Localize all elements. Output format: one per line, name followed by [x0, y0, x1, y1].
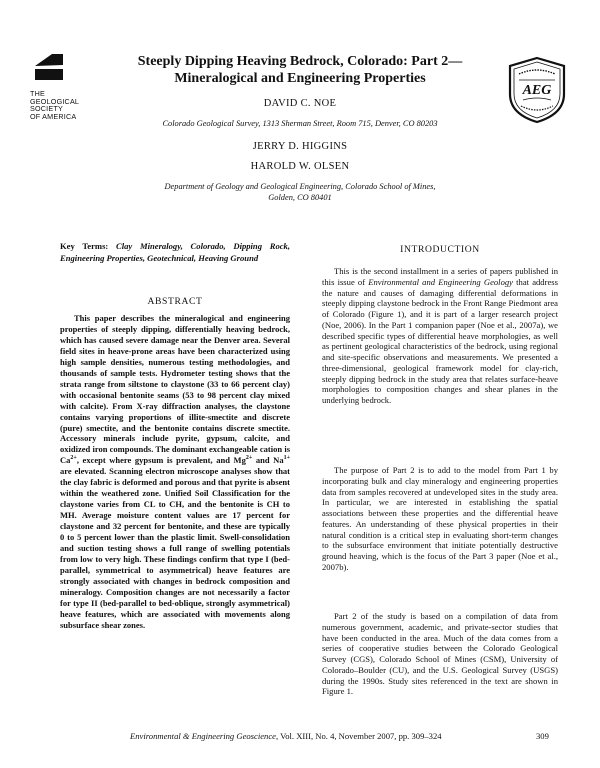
abstract-heading: ABSTRACT	[147, 296, 203, 307]
aeg-seal-logo	[507, 56, 567, 124]
superscript: 2+	[245, 455, 253, 462]
gsa-line: SOCIETY	[30, 104, 63, 114]
abstract-text	[60, 313, 290, 631]
title-line-1: Steeply Dipping Heaving Bedrock, Colorado: Part 2—	[137, 54, 463, 69]
aeg-seal-text: AEG	[522, 83, 552, 98]
title-line-2: Mineralogical and Engineering Properties	[174, 71, 426, 86]
page-number: 309	[536, 731, 549, 741]
gsa-wordmark	[30, 90, 80, 120]
key-terms	[60, 241, 290, 264]
superscript: 1+	[283, 455, 290, 462]
paragraph-text: This is the second installment in a series of papers published in this issue of	[322, 266, 558, 287]
abstract-text-part: , except where gypsum is prevalent, and Mg	[76, 455, 246, 466]
gsa-line: GEOLOGICAL	[30, 96, 80, 106]
abstract-text-part: and Na	[252, 455, 284, 466]
abstract-text-part: are elevated. Scanning electron microscope analyses show that the clay fabric is deformed and porous and that pyrite is absent within the weathered zone. Unified Soil Classification for the claystone varies from CL to CH, and the bentonite is CH to MH. Average moisture content values are 17 percent for claystone and 32 percent for bentonite, and these are typically 0 to 5 percent lower than the plastic limit. Swell-consolidation and suction testing shows a full range of swelling potentials from low to very high. These findings confirm that type I (bed-parallel, symmetrical to asymmetrical) heave features are strongly associated with changes in bedrock composition and mineralogy. Composition changes are not necessarily a factor for type II (bed-parallel to bed-oblique, strongly asymmetrical) heave features, which are associated with movements along subsurface shear zones.	[60, 466, 290, 630]
introduction-paragraph: The purpose of Part 2 is to add to the model from Part 1 by incorporating bulk and clay mineralogy and engineering properties data from samples recovered at undeveloped sites in the study area. In particular, we are interested in establishing the spatial associations between these properties and the differential heave features. An understanding of these physical properties in their natural condition is a critical step in evaluating short-term changes to the subsurface environment that initiate potentially destructive ground heaving, which is the focus of the Part 3 paper (Noe et al., 2007b).	[322, 465, 558, 572]
footer-volume: Vol. XIII, No. 4, November 2007, pp. 309–324	[278, 731, 442, 741]
author-affiliation: Colorado Geological Survey, 1313 Sherman Street, Room 715, Denver, CO 80203	[162, 119, 438, 128]
paper-title	[110, 53, 490, 87]
introduction-heading: INTRODUCTION	[400, 244, 480, 255]
superscript: 2+	[70, 455, 77, 462]
introduction-paragraph	[322, 266, 558, 406]
affiliation-line: Department of Geology and Geological Engineering, Colorado School of Mines,	[164, 182, 436, 191]
key-terms-label: Key Terms:	[60, 241, 109, 251]
gsa-line: THE	[30, 89, 45, 98]
author-name: DAVID C. NOE	[263, 98, 337, 109]
abstract-text-part: This paper describes the mineralogical and engineering properties of steeply dipping, differentially heaving bedrock, which has caused severe damage near the Denver area. Several field sites in heave-prone areas have been characterized using high sample densities, numerous testing methodologies, and thousands of sample tests. Hydrometer testing shows that the strata range from siltstone to claystone (33 to 66 percent clay) with occasional bentonite seams (53 to 98 percent clay mixed with calcite). From X-ray diffraction analyses, the claystone contains varying proportions of illite-smectite and discrete (pure) smectite, and the bentonite contains discrete smectite. Accessory minerals include pyrite, gypsum, calcite, and oxidized iron compounds. The dominant exchangeable cation is Ca	[60, 313, 290, 466]
footer-journal: Environmental & Engineering Geoscience,	[130, 731, 279, 741]
gsa-logo	[30, 52, 80, 124]
author-affiliation	[110, 181, 490, 203]
journal-name: Environmental and Engineering Geology	[368, 276, 513, 287]
gsa-line: OF AMERICA	[30, 111, 77, 121]
page-footer-citation	[130, 731, 490, 741]
aeg-seal-icon	[507, 56, 567, 124]
key-terms-list: Clay Mineralogy, Colorado, Dipping Rock, Engineering Properties, Geotechnical, Heaving Ground	[60, 241, 291, 263]
gsa-mark-icon	[32, 52, 66, 82]
author-name: HAROLD W. OLSEN	[250, 161, 350, 172]
author-name: JERRY D. HIGGINS	[252, 141, 348, 152]
affiliation-line: Golden, CO 80401	[268, 193, 332, 202]
paragraph-text: that address the nature and causes of damaging differential deformations in steeply dipping claystone bedrock in the Front Range Piedmont area of Colorado (Figure 1), and it is part of a larger research project (Noe, 2006). In the Part 1 companion paper (Noe et al., 2007a), we described specific types of differential heave morphologies, as well as pertinent geological characteristics of the bedrock, using regional and site-specific observations and measurements. We presented a three-dimensional, geological framework model for clay-rich, steeply dipping bedrock in the study area that relates surface-heave morphologies to composition changes and shear planes in the underlying bedrock.	[322, 276, 558, 405]
introduction-paragraph: Part 2 of the study is based on a compilation of data from numerous government, academic, and private-sector studies that have been conducted in the area. Much of the data comes from a series of cooperative studies between the Colorado Geological Survey (CGS), Colorado School of Mines (CSM), University of Colorado–Boulder (CU), and the U.S. Geological Survey (USGS) during the 1990s. Study sites referenced in the text are shown in Figure 1.	[322, 611, 558, 697]
